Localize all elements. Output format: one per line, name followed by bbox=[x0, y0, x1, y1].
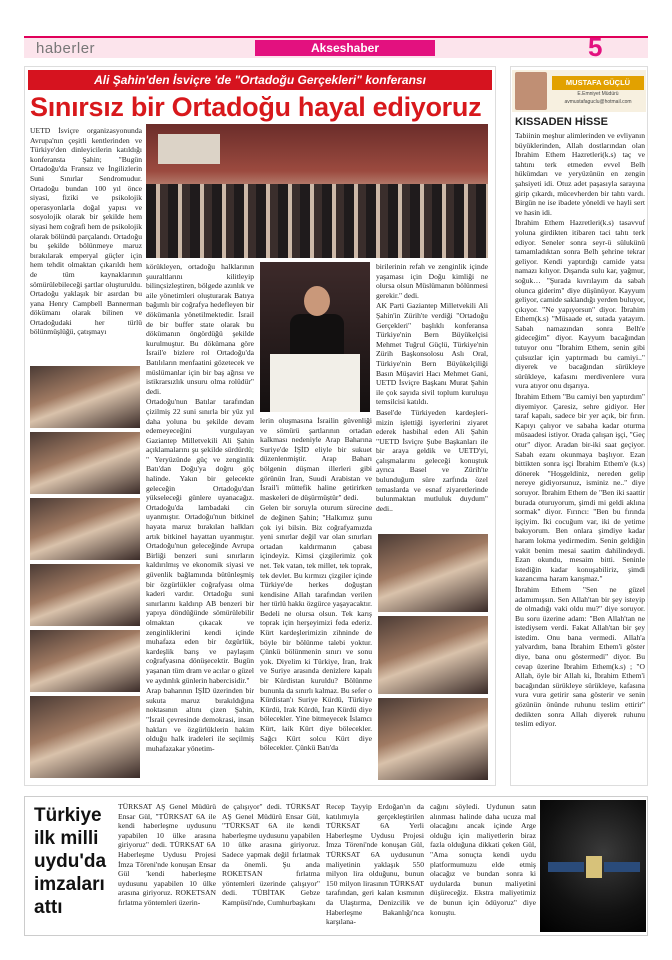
column-paragraph: İbrahim Ethem "Bu camiyi ben yaptırdım" diyemiyor. Çaresiz, sehre gidiyor. Her taraf kapalı, sadece bir yer açık, bir fırın. Kapıyı çalıyor ve sabaha kadar oturma müsaadesi istiyor. Orada çalışan işçi, "Geç otur" diyor. Aradan bir-iki saat geçiyor. Sabah ezanı okunmaya başlıyor. Ezan bittikten sonra işçi İbrahim Ethem'e (k.s) dönerek "Hoşgeldiniz, nereden gelip nereye gidiyorsunuz, isminiz ne.." diye soruyor. İbrahim Ethem de "Ben iki saattir burada oturuyorum, şimdi mi geldi aklına sormak" diyor. Fırıncı: "Ben bu fırında işçiyim. İki cocuğum var, iki de yetime bakıyorum. Ben onlara şimdiye kadar haram lokma yedirmedim. Senin geldiğin vakit benim mesai saatim dahilindeydi. Ezan okundu, mesaim bitti. Seninle istediğin kadar konuşabiliriz, şimdi kazancıma haram karışmaz." bbox=[515, 392, 645, 584]
photo-group-2 bbox=[30, 696, 140, 778]
author-role: E.Emniyet Müdürü bbox=[577, 91, 619, 97]
article-paragraph: Gelen bir soruyla oturum sürecine de değinen Şahin; "Halkımız şunu çok iyi bilsin. Biz coğrafyamızda yeni sınırlar değil var olan sınırları ortadan kaldırmanın çabası içindeyiz. Kimsi çizgilerimiz çok net. Tek vatan, tek millet, tek toprak, tek devlet. Bu kırmızı çizgiler içinde Türkiye'de herkes doğuştan kendisine Allah tarafından verilen her türlü hakkı özgürce yaşayacaktır. Bedeli ne olursa olsun. Tek karış toprak için herşeyimizi feda ederiz. Kürt kardeşlerimizin zihninde de böyle bir bölünme talebi yoktur. Çünkü bölünmenin sınırı ve sonu yok. Diyelim ki Türkiye, İran, Irak ve Suriye arasında denizlere kapalı bir Kürdistan kuruldu? Bölünme bununla da sınırlı kalmaz. Bu sefer o Kürdistan'ı Suriye Kürdü, Türkiye Kürdü, Irak Kürdü, İran Kürdü diye bölecekler. Yine bitmeyecek İslamcı Kürt, laik Kürt diye bölecekler. Sağcı Kürt solcu Kürt diye bölecekler. Çünkü Batı'da bbox=[260, 503, 372, 753]
photo-group-1 bbox=[30, 432, 140, 494]
publication-title: Akseshaber bbox=[255, 40, 435, 56]
article-paragraph: AK Parti Gaziantep Milletvekili Ali Şahin'in Zürih'te verdiği "Ortadoğu Gerçekleri" başlıklı konferansa Türkiye'nin Bern Büyükelçisi Mehmet Tuğrul Güçlü, Türkiye'nin Zürih Başkonsolosu Aslı Oral, Türkiye'nin Bern Büyükelçiliği Basın Müşaviri Hacı Mehmet Gani, UETD İsviçre Başkanı Murat Şahin ile çok sayıda sivil toplum kuruluşu temsilcisi katıldı. bbox=[376, 301, 488, 407]
bottom-headline: Türkiye ilk milli uydu'da imzaları attı bbox=[34, 805, 107, 918]
photo-visit-1 bbox=[30, 498, 140, 560]
speaker-photo bbox=[260, 262, 370, 412]
bottom-column-1: TÜRKSAT AŞ Genel Müdürü Ensar Gül, "TÜRKSAT 6A ile kendi haberleşme uydusunu yapabilen 10 ülke arasına giriyoruz" dedi. TÜRKSAT 6A Haberleşme Uydusu Projesi İmza Töreni'nde konuşan Ensar Gül 'kendi haberleşme uydusunu yapabilen 10 ülke arasına giriyoruz. ROKETSAN fırlatma yöntemleri üzerin- bbox=[118, 802, 216, 907]
column-paragraph: Tabiinin meşhur alimlerinden ve evliyanın büyüklerinden, Allah dostlarından olan İbrahim Ethem Hazretleri(k.s) taç ve tahtını terk etmeden evvel Belh hükümdarı ve yeryüzünün en zengin şahsiyeti idi. Otuz adet paşasıyla sarayına girip çıkardı, mücevherden bir tahtı vardı. Birgün ne ise ibadete yöneldi ve hayli sert ve hasin idi. bbox=[515, 131, 645, 217]
satellite-image bbox=[540, 800, 646, 932]
section-name: haberler bbox=[36, 40, 96, 57]
photo-meeting bbox=[378, 534, 488, 612]
lectern bbox=[270, 354, 360, 412]
photo-visit-2 bbox=[30, 564, 140, 626]
article-column-2 bbox=[146, 262, 254, 780]
bottom-column-4: cağını söyledi. Uydunun satın alınması halinde daha ucuza mal olacağını ancak içinde Arge olduğu için maliyetlerin biraz fazla olduğuna dikkati çeken Gül, "Ama sonuçta kendi uydu platformumuzu elde etmiş olacağız ve bundan sonra ki uydularda bunun maliyetini düşüreceğiz. Ekstra maliyetimiz de bunun için ödüyoruz" diye konuştu. bbox=[430, 802, 536, 917]
article-paragraph: körükleyen, ortadoğu halklarının şuuraltlarını kilitleyip bilinçsizleştiren, bölgede azınlık ve aile yönetimleri oluşturarak Batıya bağımlı bir coğrafya hedefleyen bir dökümanla yönetilmektedir. İsrail de bir buffer state olarak bu dökümanın öngördüğü şekilde kurulmuştur. Bu dökümana göre İsrail'e bizlere rol Ortadoğu'da Batılıların menfaatini gözetecek ve müslümanlar için bir baş ağrısı ve istikrarsızlık unsuru olma rolüdür" dedi. bbox=[146, 262, 254, 396]
conference-photo bbox=[146, 124, 488, 258]
article-paragraph: Arap baharının İŞİD üzerinden bir sukuta maruz bırakıldığına noktasının altını çizen Şahin, "İsrail çevresinde demokrasi, insan hakları ve özgürlüklerin hakim olduğu halk iradeleri ile seçilmiş muhafazakar yönetim- bbox=[146, 686, 254, 753]
audience-rows bbox=[146, 184, 488, 258]
speaker-head bbox=[304, 286, 330, 316]
article-banner: Ali Şahin'den İsviçre 'de "Ortadoğu Gerçekleri" konferansı bbox=[28, 70, 492, 90]
article-headline: Sınırsız bir Ortadoğu hayal ediyoruz bbox=[30, 92, 482, 122]
projection-screen bbox=[158, 134, 220, 164]
article-column-4 bbox=[376, 262, 488, 530]
column-title: KISSADEN HİSSE bbox=[515, 116, 608, 128]
bottom-column-3: Recep Tayyip Erdoğan'ın da katılımıyla gerçekleştirilen TÜRKSAT 6A Yerli Haberleşme Uydusu Projesi İmza Töreni'nde konuşan Gül, TÜRKSAT 6A uydusunun maliyetinin yaklaşık 550 milyon lira olduğunu, bunun 150 milyon lirasının TÜRKSAT tarafından, geri kalan kısmının da Ulaştırma, Denizcilik ve Haberleşme Bakanlığı'nca karşılana- bbox=[326, 802, 424, 927]
author-email: avmustafaguclu@hotmail.com bbox=[564, 99, 632, 105]
column-paragraph: İbrahim Ethem "Sen ne güzel adamımışsın. Sen Allah'tan bir şey isteyip de olmadığı vaki oldu mu?" diye soruyor. Bu soru üzerine adam: "Ben Allah'tan ne istediysem verdi. Fakat Allah'tan bir şey istedim. Onu bana vermedi. Allah'a yalvardım, bana İbrahim Ethem'i göster diye, bana onu göstermedi" diyor. Bu cevap üzerine İbrahim Ethem(k.s) ; "O Allah, öyle bir Allah ki, İbrahim Ethem'i bacağından sürükleye sürükleye, kafasına vura vura getirir sana gösterir ve senin gözünün önünde ruhunu teslim ettirir" dedikten sonra Allah diyerek ruhunu teslim ediyor. bbox=[515, 584, 645, 729]
satellite-body bbox=[586, 856, 602, 878]
article-paragraph: birilerinin refah ve zenginlik içinde yaşaması için Doğu kimliği ne olursa olsun Müslümanın bölünmesi gerekir." dedi. bbox=[376, 262, 488, 300]
column-text bbox=[515, 131, 645, 783]
photo-shop bbox=[30, 630, 140, 692]
photo-table bbox=[378, 698, 488, 780]
author-name: MUSTAFA GÜÇLÜ bbox=[552, 76, 644, 90]
article-paragraph: Basel'de Türkiyeden kardeşleri-mizin işlettiği işyerlerini ziyaret ederek hasbihal eden Ali Şahin "UETD İsviçre Şube Başkanları ile bir araya geldik ve UETD'yi, çalışmalarını geleceği konuştuk ayrıca Basel ve Zürih'te bulunduğum süre zarfında özel temaslarda ve esnaf ziyaretlerinde bulunmaktan mutluluk duydum" dedi.. bbox=[376, 407, 488, 513]
solar-panel-right bbox=[604, 862, 640, 872]
article-paragraph: UETD İsviçre organizasyonunda Avrupa'nın çeşitli kentlerinden ve Türkiye'den dinleyicilerin katıldığı konferansta Şahin; "Bugün Ortadoğu'da Fransız ve İngilizlerin Suni Sınırlar Sendromudur. Ortadoğu bundan 100 yıl önce siyasi, fiziki ve psikolojik operasyonlarla doğal yapısı ve sosyolojik olarak bir şekilde hem siyasi hem coğrafi hem de psikolojik olarak bölündü parçalandı. Ortadoğu bu şekilde bölünmeye maruz bırakılarak emperyal güçler için hem tehdit olmaktan çıkarıldı hem de tüm kaynaklarının sömürülebileceği şartlar oluşturuldu. Ortadoğu yaklaşık bir asırdan bu yana Henry Campbell Bannerman dökümanı olarak bilinen ve Ortadoğudaki her türlü bölünmüşlüğü, çatışmayı bbox=[30, 126, 142, 337]
author-avatar bbox=[515, 72, 547, 110]
solar-panel-left bbox=[548, 862, 584, 872]
photo-restaurant bbox=[378, 616, 488, 694]
article-paragraph: lerin oluşmasına İsrailin güvenliği ve sömürü şartlarının ortadan kalkması nedeniyle Arap Baharına Suriye'de İŞİD eliyle bir sukuet düzenlenmiştir. Arap Baharı bölgenin düşman illerleri gibi görünün İran, Suudi Arabistan ve İsrail'i müttefik haline getirirken maskeleri de düşürmüştür" dedi. bbox=[260, 416, 372, 502]
photo-karate bbox=[30, 366, 140, 428]
article-column-3 bbox=[260, 416, 372, 780]
article-paragraph: Ortadoğu'nun Batılar tarafından çizilmiş 22 suni sınırla bir yüz yıl daha yoluna bu şekilde devam edemeyeceğini vurgulayan Gaziantep Milletvekili Ali Şahin açıklamalarını şu şekilde sürdürdü; " Yeryüzünde güç ve zenginlik Batı'dan Doğu'ya doğru göç halinde. Yakın bir gelecekte geleceğin Ortadoğu'dan yükseleceği günlere uyanacağız. Ortadoğu'da lambadaki cin uyanmıştır. Ortadoğu'nun bitkinel hayata maruz bırakılan halkları artık bitkinel hayattan uyanmıştır. Ortadoğu'nun geleceğinde Avrupa Birliği benzeri suni sınırların kaldırılmış ve ekonomik siyasi ve güvenlik bağlamında bütünleşmiş bir özgürlükler coğrafyası olma kaderi vardır. Ortadoğu suni sınırlarını kaldırıp AB benzeri bir yapıya döndüğünde sömürülebilir olmaktan çıkacak ve zenginliklerini kendi içinde muhafaza eden bir özgürlük, kardeşlik barış ve paylaşım coğrafyasına dönüşecektir. Bugün yaşanan tüm dram ve acılar o güzel ve aydınlık günlerin habercisidir." bbox=[146, 397, 254, 685]
bottom-column-2: de çalışıyor" dedi. TÜRKSAT AŞ Genel Müdürü Ensar Gül, "TÜRKSAT 6A ile kendi haberleşme uydusunu yapabilen 10 ülke arasına giriyoruz. Sadece yapmak değil fırlatmak da önemli. Şu anda ROKETSAN fırlatma yöntemleri üzerinde çalışıyor" dedi. TÜBİTAK Gebze Kampüsü'nde, Cumhurbaşkanı bbox=[222, 802, 320, 907]
article-column-1 bbox=[30, 126, 142, 364]
page-number: 5 bbox=[588, 32, 603, 62]
column-paragraph: İbrahim Ethem Hazretleri(k.s) tasavvuf yoluna girdikten itibaren taci tahtı terk ediyor. Seneler sonra seyr-ü sülukünü tamamladıktan sonra Belh şehrine tekrar geliyor. Kendi yaptırdığı camide yatsı namazı kılıyor. Dışarıda sulu kar, yağmur, soğuk… "Şurada kıvrılayım da sabah olunca giderim" diye düşünüyor. Kayyum geliyor, camide saklandığı yerden buluyor, çıkıyor. "Ne yapıyorsun" diyor. İbrahim Ethem(k.s) "Müsaade et, sutada yatayım. Sabah namazından sonra Belh'e gideceğim" diyor. Kayyum bacağından tutuyor onu "İbrahim Ethem, senin gibi çulsuzlar için yaptırmadı bu camiyi.." diyerek ve bacağından sürükleye sürükleye, kafasını merdivenlere vura vura atıyor onu dışarıya. bbox=[515, 218, 645, 391]
